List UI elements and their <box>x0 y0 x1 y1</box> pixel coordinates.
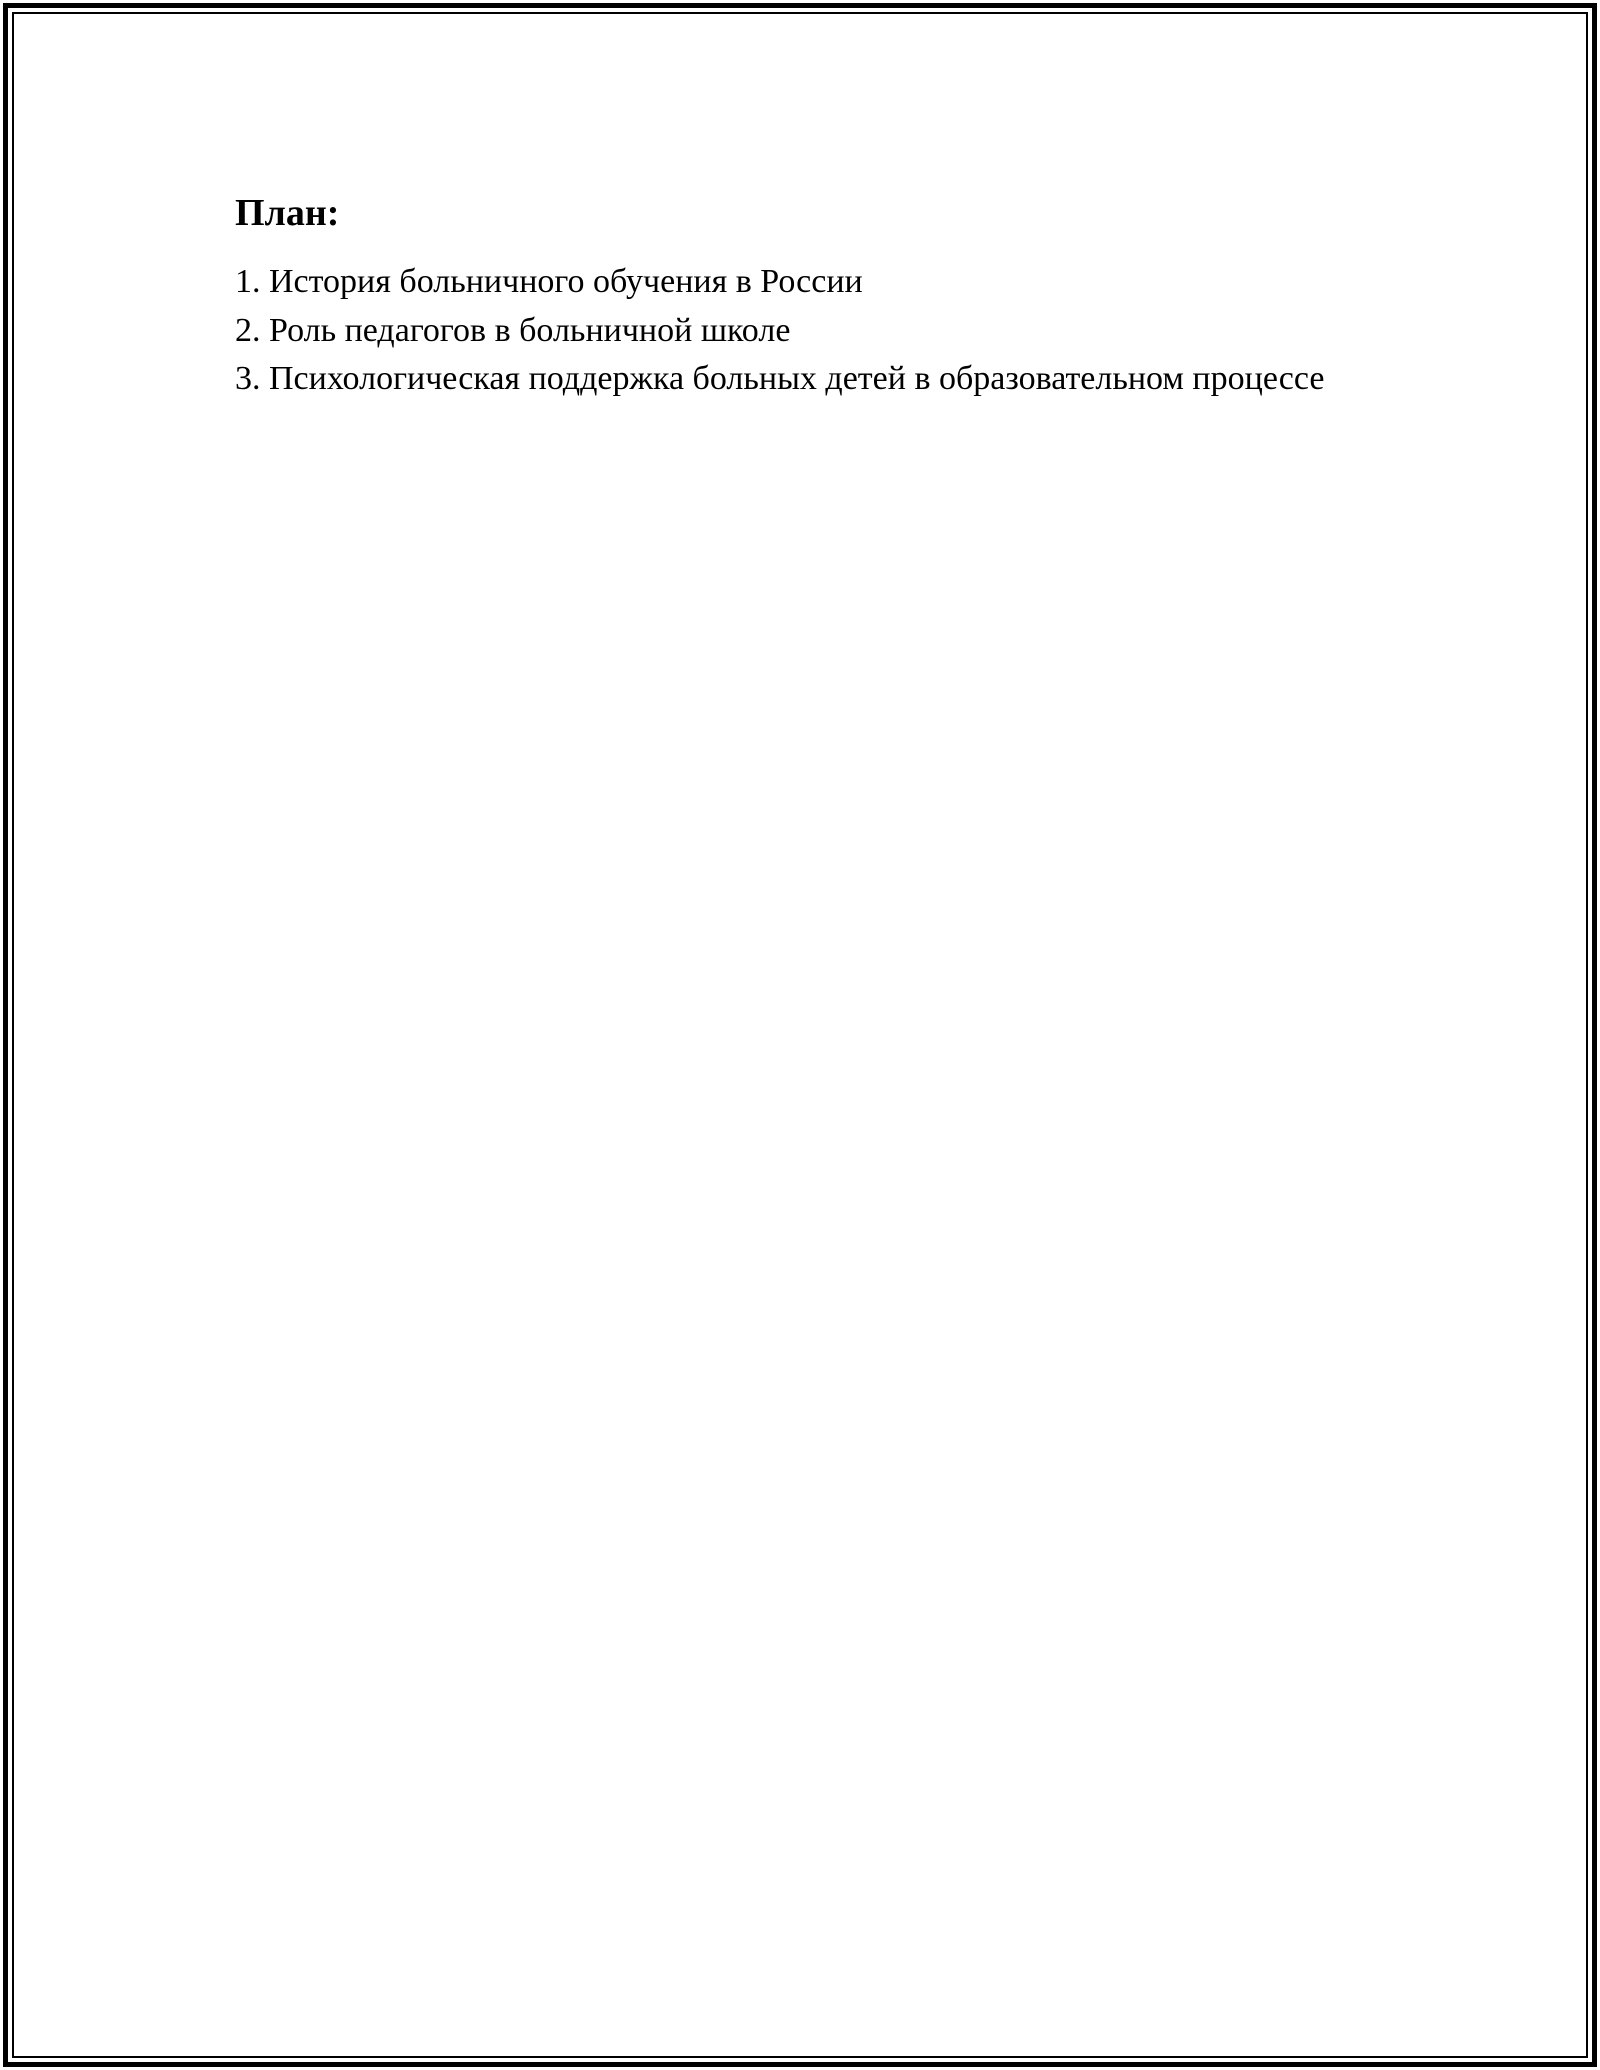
plan-item-3: 3. Психологическая поддержка больных детей в образовательном процессе <box>235 360 1325 397</box>
plan-list <box>235 258 1355 404</box>
plan-item-1: 1. История больничного обучения в России <box>235 263 863 300</box>
plan-item-2: 2. Роль педагогов в больничной школе <box>235 311 791 349</box>
page-content <box>235 188 1355 404</box>
plan-heading: План: <box>235 192 340 234</box>
